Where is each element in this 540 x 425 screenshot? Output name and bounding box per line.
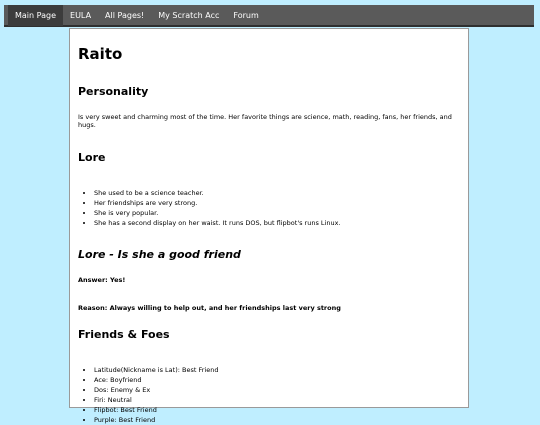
list-item: • Purple: Best Friend bbox=[94, 415, 460, 425]
lore-heading: Lore bbox=[78, 151, 106, 164]
nav-eula[interactable]: EULA bbox=[70, 10, 92, 20]
lore-list bbox=[78, 188, 460, 228]
top-navigation-bar bbox=[4, 5, 534, 27]
list-item: • Her friendships are very strong. bbox=[94, 198, 460, 208]
list-item: • She has a second display on her waist. It runs DOS, but flipbot's runs Linux. bbox=[94, 218, 460, 228]
list-item: • Flipbot: Best Friend bbox=[94, 405, 460, 415]
answer-text: Answer: Yes! bbox=[78, 276, 126, 284]
reason-text: Reason: Always willing to help out, and her friendships last very strong bbox=[78, 304, 341, 312]
good-friend-heading: Lore - Is she a good friend bbox=[78, 248, 241, 261]
personality-text: Is very sweet and charming most of the time. Her favorite things are science, math, reading, fans, her friends, and hugs. bbox=[78, 113, 452, 129]
nav-all-pages[interactable]: All Pages! bbox=[105, 10, 145, 20]
page-content bbox=[69, 28, 469, 424]
list-item: • Ace: Boyfriend bbox=[94, 375, 460, 385]
list-item: • She is very popular. bbox=[94, 208, 460, 218]
list-item: • She used to be a science teacher. bbox=[94, 188, 460, 198]
nav-main-page[interactable]: Main Page bbox=[8, 5, 63, 26]
friends-foes-heading: Friends & Foes bbox=[78, 328, 170, 341]
list-item: • Latitude(Nickname is Lat): Best Friend bbox=[94, 365, 460, 375]
friends-foes-list bbox=[78, 365, 460, 425]
list-item: • Dos: Enemy & Ex bbox=[94, 385, 460, 395]
list-item: • Firi: Neutral bbox=[94, 395, 460, 405]
nav-my-scratch-acc[interactable]: My Scratch Acc bbox=[158, 10, 220, 20]
personality-heading: Personality bbox=[78, 85, 149, 98]
nav-forum[interactable]: Forum bbox=[233, 10, 259, 20]
page-title: Raito bbox=[78, 45, 123, 63]
